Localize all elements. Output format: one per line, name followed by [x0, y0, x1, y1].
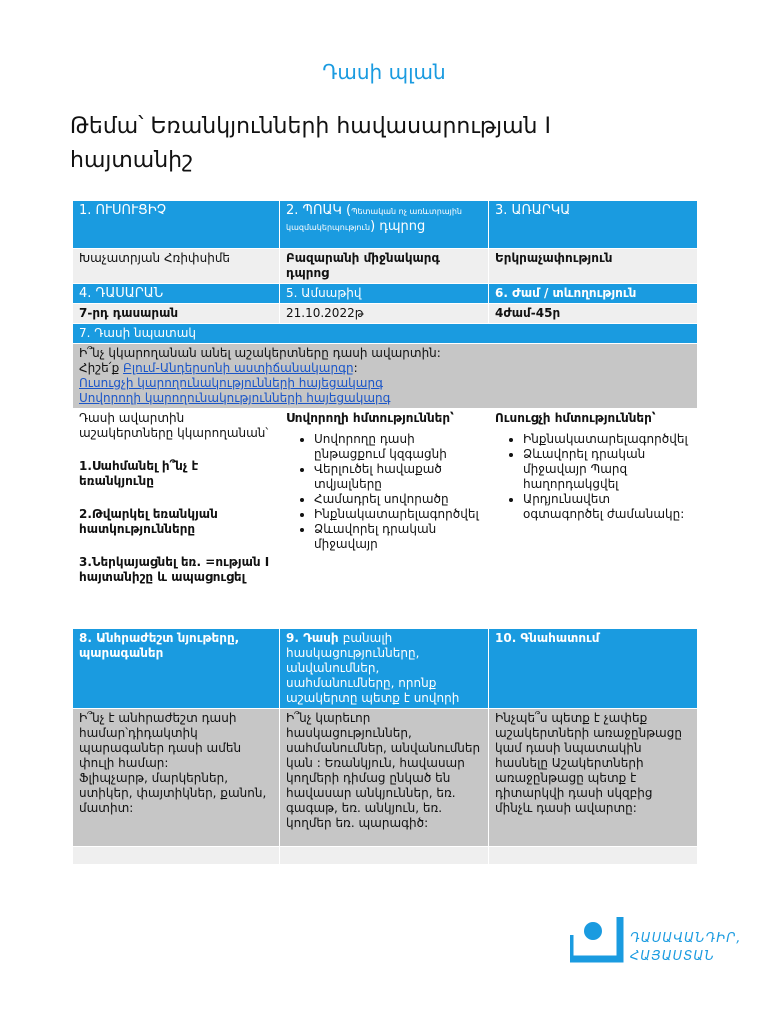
- teacher-skill-item: • Ինքնակատարելագործվել: [523, 432, 691, 447]
- concepts-cell: Ի՞նչ կարեւոր հասկացություններ, սահմանումներ, անվանումներ կան : Եռանկյուն, հավասար կողմերի դիմաց ընկած են հավասար անկյուններ, եռ. գագաթ, եռ. անկյուն, եռ. կողմեր եռ. պարագիծ:: [280, 709, 489, 847]
- empty-cell: [73, 847, 280, 865]
- student-skills-cell: [280, 409, 489, 629]
- student-skill-item: • Համադրել սովորածը: [314, 492, 482, 507]
- logo-line-1: ԴԱՍԱՎԱՆԴԻՐ,: [630, 931, 742, 946]
- student-skill-item: • Վերլուծել հավաքած տվյալները: [314, 462, 482, 492]
- student-competence-link[interactable]: Սովորողի կարողունակությունների հայեցակարգ: [79, 391, 391, 405]
- goal-header: 7. Դասի նպատակ: [73, 324, 698, 344]
- assessment-header: 10. Գնահատում: [489, 629, 698, 709]
- materials-header: 8. Անհրաժեշտ նյութերը, պարագաներ: [73, 629, 280, 709]
- concepts-header-rest: բանալի հասկացությունները, անվանումներ, սահմանումները, որոնք աշակերտը պետք է սովորի: [286, 631, 460, 705]
- school-header-small: Պետական ոչ առևտրային կազմակերպություն: [286, 207, 462, 232]
- goal-link1-end: :: [353, 361, 358, 375]
- school-name: Բազարանի միջնակարգ դպրոց: [280, 249, 489, 284]
- teacher-skill-item: • Արդյունավետ օգտագործել ժամանակը:: [523, 492, 691, 522]
- teacher-skills-cell: [489, 409, 698, 629]
- teacher-name: Խաչատրյան Հռիփսիմե: [73, 249, 280, 284]
- concepts-header: [280, 629, 489, 709]
- teacher-skills-title: Ուսուցչի հմտություններ՝: [495, 411, 656, 425]
- student-skills-list: [286, 432, 482, 552]
- objective-3: 3.Ներկայացնել եռ. =ության I հայտանիշը և ապացուցել: [79, 555, 270, 584]
- goal-question: Ի՞նչ կկարողանան անել աշակերտները դասի ավարտին:: [79, 346, 441, 360]
- teacher-skills-list: [495, 432, 691, 522]
- grade-value: 7-րդ դասարան: [73, 304, 280, 324]
- goal-cell: [73, 344, 698, 409]
- date-header: 5. Ամսաթիվ: [280, 284, 489, 304]
- objectives-cell: [73, 409, 280, 629]
- student-skill-item: • Սովորողը դասի ընթացքում կզգացնի: [314, 432, 482, 462]
- objective-1: 1.Սահմանել ի՞նչ է եռանկյունը: [79, 459, 199, 488]
- bloom-link[interactable]: Բլում-Անդերսոնի աստիճանակարգը: [123, 361, 354, 375]
- logo-icon: [570, 913, 630, 963]
- lesson-plan-table: [72, 200, 698, 865]
- subject-header: 3. ԱՌԱՐԿԱ: [489, 201, 698, 249]
- page-title: Դասի պլան: [322, 60, 446, 84]
- materials-cell: Ի՞նչ է անհրաժեշտ դասի համար՝դիդակտիկ պարագաներ դասի ամեն փուլի համար: Ֆլիպչարթ, մարկերներ, ստիկեր, փայտիկներ, քանոն, մատիտ:: [73, 709, 280, 847]
- logo-text: [630, 930, 741, 966]
- teacher-skill-item: • Ձևավորել դրական միջավայր Պարզ հաղորդակցվել: [523, 447, 691, 492]
- teacher-header: 1. ՈՒՍՈՒՑԻՉ: [73, 201, 280, 249]
- school-header-main: 2. ՊՈԱԿ (: [286, 203, 352, 218]
- date-value: 21.10.2022թ: [280, 304, 489, 324]
- duration-value: 4ժամ-45ր: [489, 304, 698, 324]
- school-header-end: ) դպրոց: [370, 219, 426, 234]
- subject-name: Երկրաչափություն: [489, 249, 698, 284]
- student-skills-title: Սովորողի հմտություններ՝: [286, 411, 454, 425]
- lesson-topic: Թեմա՝ Եռանկյունների հավասարության I հայտանիշ: [70, 114, 551, 173]
- student-skill-item: • Ձևավորել դրական միջավայր: [314, 522, 482, 552]
- teacher-competence-link[interactable]: Ուսուցչի կարողունակությունների հայեցակարգ: [79, 376, 383, 390]
- empty-cell: [280, 847, 489, 865]
- goal-see-line: [79, 361, 691, 376]
- student-skill-item: • Ինքնակատարելագործվել: [314, 507, 482, 522]
- objectives-intro: Դասի ավարտին աշակերտները կկարողանան՝: [79, 411, 269, 440]
- school-header: [280, 201, 489, 249]
- duration-header: 6. Ժամ / տևողություն: [489, 284, 698, 304]
- empty-cell: [489, 847, 698, 865]
- grade-header: 4. ԴԱՍԱՐԱՆ: [73, 284, 280, 304]
- logo-line-2: ՀԱՅԱՍՏԱՆ: [630, 949, 715, 964]
- concepts-header-bold: 9. Դասի: [286, 631, 343, 645]
- goal-see: Հիշե՛ք: [79, 361, 124, 375]
- assessment-cell: Ինչպե՞ս պետք է չափեք աշակերտների առաջընթացը կամ դասի նպատակին հասնելը Աշակերտների առաջընթացը պետք է դիտարկվի դասի սկզբից մինչև դասի ավարտը:: [489, 709, 698, 847]
- objective-2: 2.Թվարկել եռանկյան հատկությունները: [79, 507, 218, 536]
